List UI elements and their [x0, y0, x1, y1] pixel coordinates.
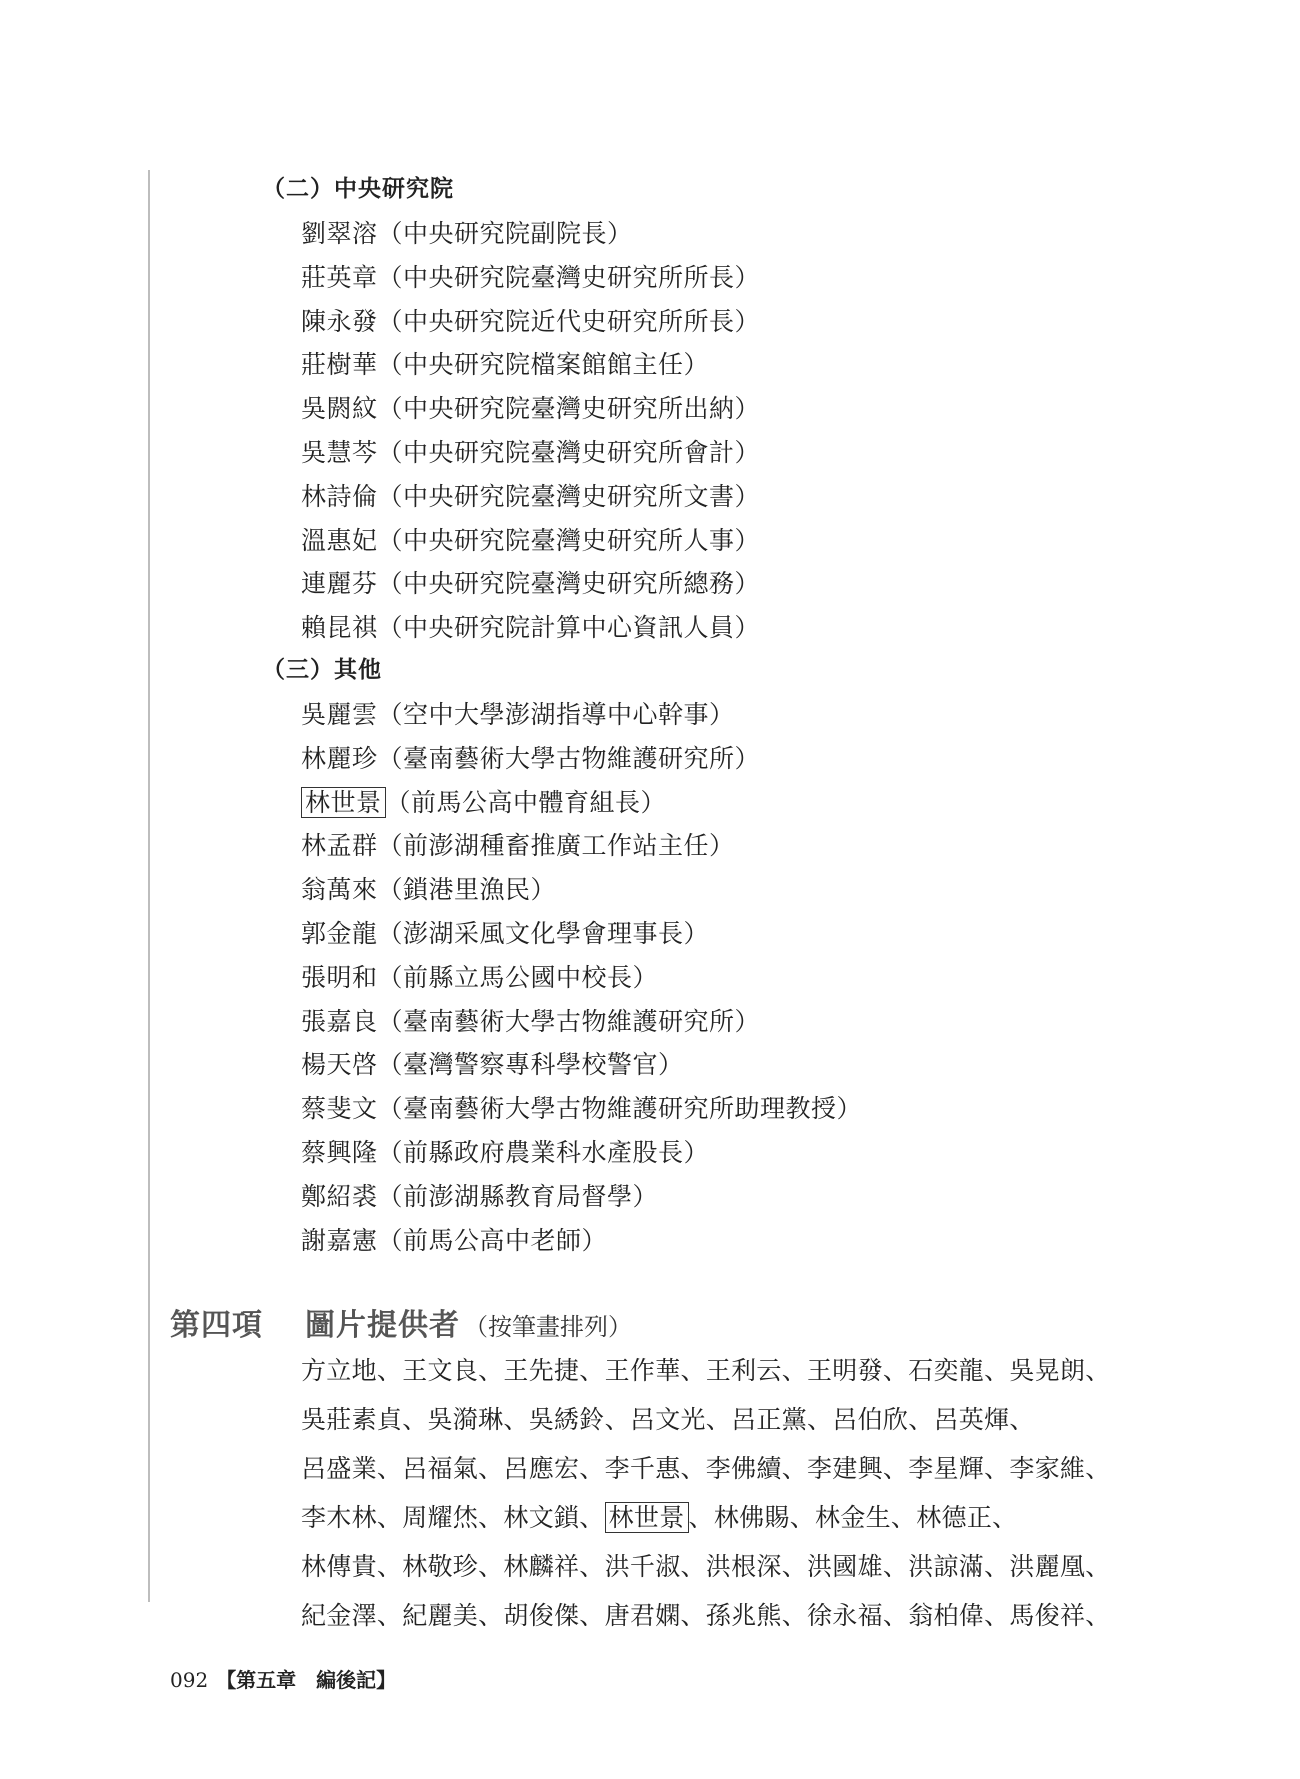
provider-text: 李木林、周耀烋、林文鎖、 [301, 1503, 605, 1532]
person-name: 鄭紹裘 [301, 1181, 378, 1211]
person-name: 吳慧芩 [301, 438, 378, 467]
person-name: 莊樹華 [301, 350, 378, 380]
person-name: 溫惠妃 [301, 525, 378, 555]
person-name: 莊英章 [301, 262, 378, 292]
provider-line: 呂盛業、呂福氣、呂應宏、李千惠、李佛續、李建興、李星輝、李家維、 [301, 1454, 1111, 1483]
list-item [301, 743, 760, 775]
person-role: （中央研究院臺灣史研究所總務） [377, 569, 761, 599]
person-name: 連麗芬 [301, 569, 378, 599]
person-name: 林詩倫 [301, 481, 378, 511]
list-item [301, 1006, 760, 1038]
provider-line [301, 1502, 1017, 1534]
provider-line: 紀金澤、紀麗美、胡俊傑、唐君嫻、孫兆熊、徐永福、翁柏偉、馬俊祥、 [301, 1601, 1111, 1630]
person-role: （臺南藝術大學古物維護研究所） [377, 1006, 761, 1036]
person-name: 翁萬來 [301, 875, 378, 905]
list-item [301, 1225, 607, 1257]
person-name: 林世景 [301, 787, 386, 818]
list-item [301, 612, 760, 644]
person-role: （前縣立馬公國中校長） [377, 962, 659, 992]
provider-line: 林傳貴、林敬珍、林麟祥、洪千淑、洪根深、洪國雄、洪諒滿、洪麗凰、 [301, 1552, 1111, 1581]
person-name: 林孟群 [301, 831, 378, 861]
list-item [301, 787, 666, 819]
list-item [301, 218, 633, 250]
provider-line: 吳莊素貞、吳漪琳、吳綉鈴、呂文光、呂正黨、呂伯欣、呂英煇、 [301, 1405, 1035, 1434]
list-item [301, 568, 760, 600]
person-name: 張嘉良 [301, 1006, 378, 1036]
part-number: 第四項 [170, 1308, 263, 1343]
list-item [301, 830, 735, 862]
list-item [301, 437, 760, 469]
person-role: （臺灣警察專科學校警官） [377, 1050, 684, 1080]
person-name: 吳麗雲 [301, 700, 378, 729]
person-role: （中央研究院臺灣史研究所人事） [377, 525, 761, 555]
section-heading-others: （三）其他 [262, 656, 382, 683]
part-title: 圖片提供者 [305, 1308, 460, 1343]
list-item [301, 874, 556, 906]
person-role: （前馬公高中體育組長） [385, 787, 667, 817]
person-role: （中央研究院副院長） [377, 219, 633, 248]
person-name: 張明和 [301, 962, 378, 992]
page-footer [170, 1664, 396, 1693]
margin-rule [148, 170, 150, 1602]
list-item [301, 962, 658, 994]
person-role: （臺南藝術大學古物維護研究所） [377, 743, 761, 773]
provider-highlighted-name: 林世景 [605, 1502, 689, 1533]
list-item [301, 481, 760, 513]
person-role: （中央研究院近代史研究所所長） [377, 306, 761, 336]
list-item [301, 262, 760, 294]
part-note: （按筆畫排列） [464, 1313, 632, 1341]
person-role: （前澎湖縣教育局督學） [377, 1181, 659, 1211]
person-name: 賴昆祺 [301, 613, 378, 643]
person-role: （前澎湖種畜推廣工作站主任） [377, 831, 735, 861]
person-role: （前馬公高中老師） [377, 1225, 608, 1255]
list-item [301, 1137, 709, 1169]
provider-text: 、林佛賜、林金生、林德正、 [688, 1503, 1018, 1532]
person-role: （澎湖采風文化學會理事長） [377, 919, 710, 948]
provider-line: 方立地、王文良、王先捷、王作華、王利云、王明發、石奕龍、吳晃朗、 [301, 1356, 1111, 1385]
person-role: （中央研究院臺灣史研究所會計） [377, 438, 761, 467]
person-name: 楊天啓 [301, 1050, 378, 1080]
list-item [301, 393, 760, 425]
person-name: 蔡斐文 [301, 1094, 378, 1124]
person-role: （臺南藝術大學古物維護研究所助理教授） [377, 1094, 863, 1124]
person-role: （中央研究院臺灣史研究所文書） [377, 481, 761, 511]
person-name: 吳閼紋 [301, 394, 378, 424]
person-role: （中央研究院計算中心資訊人員） [377, 613, 761, 643]
list-item [301, 1093, 862, 1125]
person-role: （中央研究院檔案館館主任） [377, 350, 710, 380]
person-name: 郭金龍 [301, 919, 378, 948]
person-name: 劉翠溶 [301, 219, 378, 248]
list-item [301, 349, 709, 381]
person-name: 林麗珍 [301, 743, 378, 773]
person-name: 謝嘉憲 [301, 1225, 378, 1255]
section-heading-academia: （二）中央研究院 [262, 175, 454, 202]
person-role: （空中大學澎湖指導中心幹事） [377, 700, 735, 729]
person-role: （前縣政府農業科水產股長） [377, 1138, 710, 1167]
list-item [301, 1181, 658, 1213]
person-role: （鎖港里漁民） [377, 875, 557, 905]
list-item [301, 699, 735, 731]
person-role: （中央研究院臺灣史研究所出納） [377, 394, 761, 424]
list-item [301, 918, 709, 950]
list-item [301, 1049, 684, 1081]
list-item [301, 306, 760, 338]
chapter-title: 【第五章 編後記】 [216, 1668, 397, 1692]
person-name: 蔡興隆 [301, 1138, 378, 1167]
person-role: （中央研究院臺灣史研究所所長） [377, 262, 761, 292]
page-number: 092 [170, 1668, 209, 1692]
person-name: 陳永發 [301, 306, 378, 336]
list-item [301, 525, 760, 557]
part-heading [170, 1306, 632, 1350]
